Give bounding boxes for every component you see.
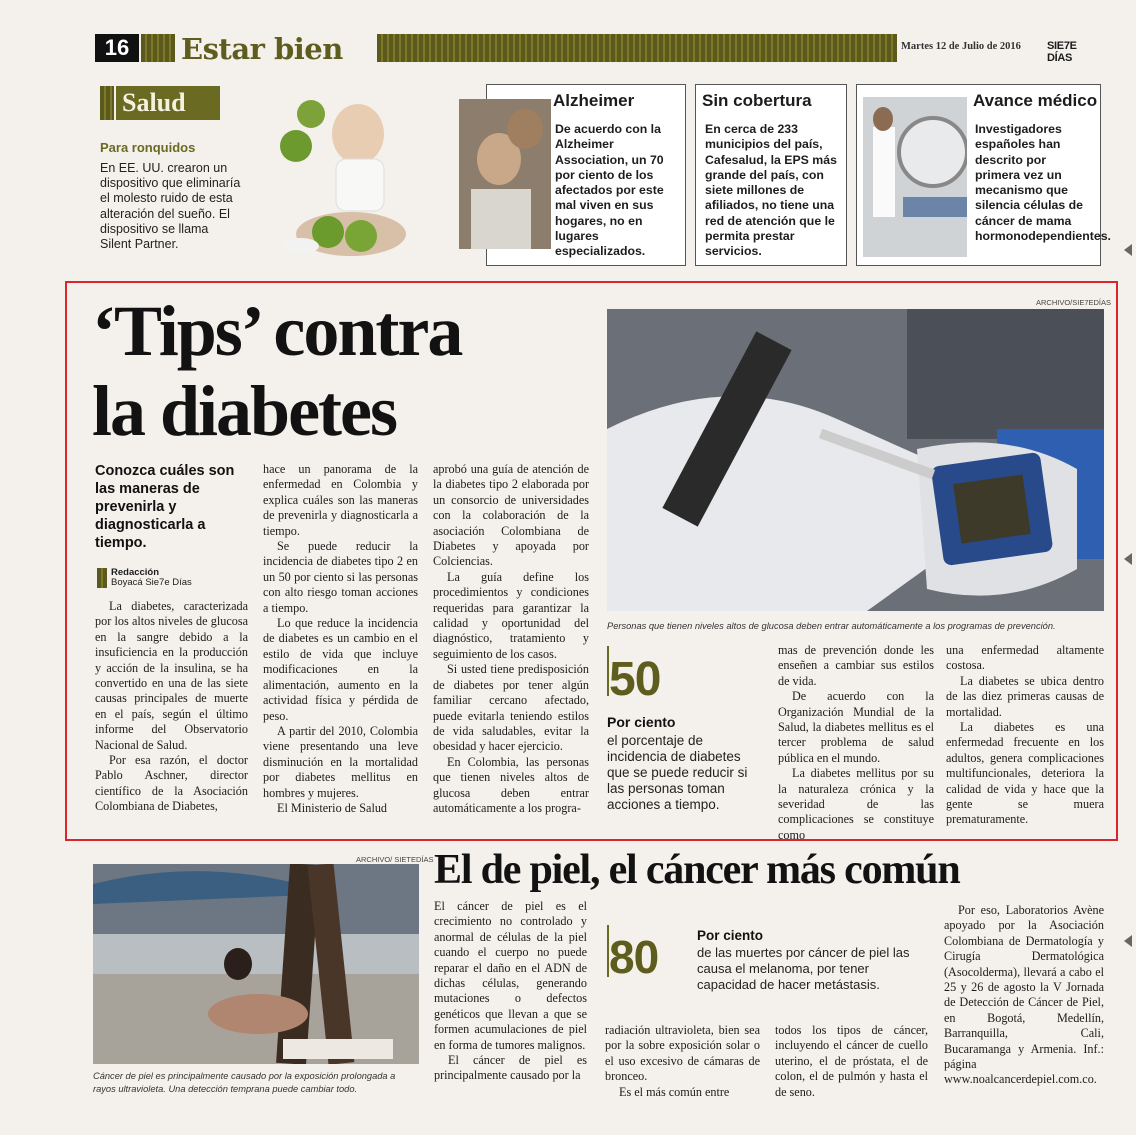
cancer-photo-caption: Cáncer de piel es principalmente causado por la exposición prolongada a rayos ultravioleta. Una detección temprana puede cambiar todo. [93, 1071, 396, 1094]
brief-sin-cobertura [695, 84, 847, 266]
brief-alzheimer-text: De acuerdo con la Alzheimer Association, un 70 por ciento de los afectados por este mal viven en sus hogares, no en lugares especializados. [555, 122, 664, 259]
paragraph: aprobó una guía de atención de la diabetes tipo 2 elaborada por un consorcio de universidades con la colaboración de la asociación Colombiana de Diabetes y apoyada por Colciencias. [433, 462, 589, 569]
diabetes-col-1 [95, 599, 248, 815]
salud-intro-text: En EE. UU. crearon un dispositivo que eliminaría el molesto ruido de esta alteración del sueño. El dispositivo se llama Silent Partner. [100, 161, 241, 252]
diabetes-headline-line1: ‘Tips’ contra [92, 291, 462, 371]
cancer-headline: El de piel, el cáncer más común [434, 847, 960, 893]
paragraph: De acuerdo con la Organización Mundial de la Salud, la diabetes mellitus es el tercer problema de salud pública en el mundo. [778, 689, 934, 765]
paragraph: El cáncer de piel es principalmente causado por la [434, 1053, 587, 1083]
stat-box-80 [607, 925, 937, 1015]
header-brand: SIE7E DÍAS [1047, 40, 1077, 64]
diabetes-col-3 [433, 462, 589, 816]
salud-intro-title: Para ronquidos [100, 140, 196, 155]
paragraph: La diabetes es una enfermedad frecuente en los adultos, genera complicaciones multifuncionales, deteriora la calidad de vida y hace que la gente se muera prematuramente. [946, 720, 1104, 827]
brief-alzheimer [486, 84, 686, 266]
cancer-photo-credit: ARCHIVO/ SIETEDÍAS [356, 855, 434, 864]
stat-80-number: 80 [609, 931, 659, 983]
header-stripe-left [141, 34, 175, 62]
paragraph: La guía define los procedimientos y condiciones requeridas para garantizar la calidad y oportunidad del diagnóstico, tratamiento y seguimiento de los casos. [433, 569, 589, 661]
paragraph: Si usted tiene predisposición de diabetes por tener algún familiar cercano afectado, puede evitarla teniendo estilos de vida saludables, evitar la obesidad y hacer ejercicio. [433, 662, 589, 754]
paragraph: Lo que reduce la incidencia de diabetes es un cambio en el estilo de vida que incluye modificaciones en la alimentación, aumento en la actividad física y pérdida de peso. [263, 616, 418, 723]
avance-medico-photo [863, 97, 967, 257]
paragraph: una enfermedad altamente costosa. [946, 643, 1104, 673]
stat-50-label: Por ciento [607, 714, 676, 730]
stat-80-text: de las muertes por cáncer de piel las causa el melanoma, por tener capacidad de hacer metástasis. [697, 945, 910, 992]
diabetes-col-6 [946, 643, 1104, 828]
stat-50-text: el porcentaje de incidencia de diabetes que se puede reducir si las personas toman acciones a tiempo. [607, 733, 748, 812]
cancer-col-3 [775, 1023, 928, 1100]
brief-avance-medico-text: Investigadores españoles han descrito por primera vez un mecanismo que silencia células de cáncer de mama hormonodependientes. [975, 122, 1111, 244]
alzheimer-photo [459, 99, 551, 249]
fold-mark [1124, 244, 1132, 256]
paragraph: El cáncer de piel es el crecimiento no controlado y anormal de células de la piel cuando el cuerpo no puede reparar el daño en el ADN de dichas células, generando mutaciones o defectos genéticos que llevan a que se formen acumulaciones de piel en forma de tumores malignos. [434, 899, 587, 1052]
byline-mark [97, 568, 107, 588]
cancer-col-1 [434, 899, 587, 1084]
diabetes-photo [607, 309, 1104, 611]
diabetes-col-5 [778, 643, 934, 843]
fold-mark [1124, 553, 1132, 565]
paragraph: todos los tipos de cáncer, incluyendo el cáncer de cuello uterino, el de próstata, el de colon, el de pulmón y hasta el de seno. [775, 1023, 928, 1099]
stat-80-label: Por ciento [697, 928, 764, 943]
paragraph: hace un panorama de la enfermedad en Colombia y explica cuáles son las maneras de prevenirla y diagnosticarla a tiempo. [263, 462, 418, 538]
paragraph: mas de prevención donde les enseñen a cambiar sus estilos de vida. [778, 643, 934, 688]
byline-role: Redacción [111, 567, 160, 578]
paragraph: El Ministerio de Salud [277, 800, 388, 815]
brief-avance-medico-title: Avance médico [973, 91, 1098, 110]
fold-mark [1124, 935, 1132, 947]
salud-label-stripe [100, 86, 114, 120]
byline [97, 568, 247, 590]
paragraph: Se puede reducir la incidencia de diabetes tipo 2 en un 50 por ciento si las personas con alto riesgo toman acciones a tiempo. [263, 539, 418, 615]
paragraph: Es el más común entre [619, 1084, 730, 1099]
stat-50-number: 50 [609, 653, 661, 706]
header-stripe-right [377, 34, 897, 62]
paragraph: radiación ultravioleta, bien sea por la sobre exposición solar o el uso excesivo de cámaras de bronceo. [605, 1023, 760, 1084]
paragraph: A partir del 2010, Colombia viene presentando una leve disminución en la mortalidad por diabetes mellitus en hombres y mujeres. [263, 723, 418, 800]
baby-photo [266, 74, 481, 266]
salud-label-box [100, 86, 240, 120]
paragraph: La diabetes se ubica dentro de las diez primeras causas de mortalidad. [946, 673, 1104, 719]
brief-sin-cobertura-title: Sin cobertura [702, 91, 812, 110]
paragraph: La diabetes mellitus por su la naturaleza crónica y la severidad de las complicaciones se constituye como [778, 766, 934, 842]
paragraph: En Colombia, las personas que tienen niveles altos de glucosa deben entrar automáticamente a los progra- [433, 754, 589, 815]
cancer-col-2 [605, 1023, 760, 1100]
brief-alzheimer-title: Alzheimer [553, 91, 635, 110]
page-number: 16 [95, 34, 139, 62]
diabetes-headline-line2: la diabetes [92, 371, 397, 451]
page-header [95, 32, 1101, 64]
paragraph: Por eso, Laboratorios Avène apoyado por la Asociación Colombiana de Dermatología y Cirugía Dermatológica (Asocolderma), llevará a cabo el 25 y 26 de agosto la V Jornada de Detección de Cáncer de Piel, en Bogotá, Medellín, Barranquilla, Cali, Bucaramanga y Armenia. Inf.: página www.noalcancerdepiel.com.co. [944, 903, 1104, 1087]
diabetes-deck: Conozca cuáles son las maneras de prevenirla y diagnosticarla a tiempo. [95, 463, 235, 551]
stat-box-50 [607, 646, 767, 826]
salud-label: Salud [116, 86, 220, 120]
paragraph: Por esa razón, el doctor Pablo Aschner, director científico de la Asociación Colombiana de Diabetes, [95, 753, 248, 814]
cancer-photo [93, 864, 419, 1064]
byline-name: Boyacá Sie7e Días [111, 577, 192, 588]
diabetes-photo-credit: ARCHIVO/SIE7EDÍAS [1036, 298, 1112, 307]
section-title: Estar bien [181, 32, 343, 66]
diabetes-col-2 [263, 462, 418, 816]
brief-avance-medico [856, 84, 1111, 266]
brief-sin-cobertura-text: En cerca de 233 municipios del país, Cafesalud, la EPS más grande del país, con siete millones de afiliados, no tiene una red de atención que le permita prestar servicios. [705, 122, 837, 259]
header-date: Martes 12 de Julio de 2016 [901, 41, 1021, 52]
paragraph: La diabetes, caracterizada por los altos niveles de glucosa en la sangre debido a la insuficiencia en la producción y acción de la insulina, se ha convertido en una de las siete causas principales de muerte en el país, según el último informe del Observatorio Nacional de Salud. [95, 599, 248, 752]
diabetes-photo-caption: Personas que tienen niveles altos de glucosa deben entrar automáticamente a los programas de prevención. [607, 621, 1056, 631]
cancer-col-4 [944, 903, 1104, 1088]
